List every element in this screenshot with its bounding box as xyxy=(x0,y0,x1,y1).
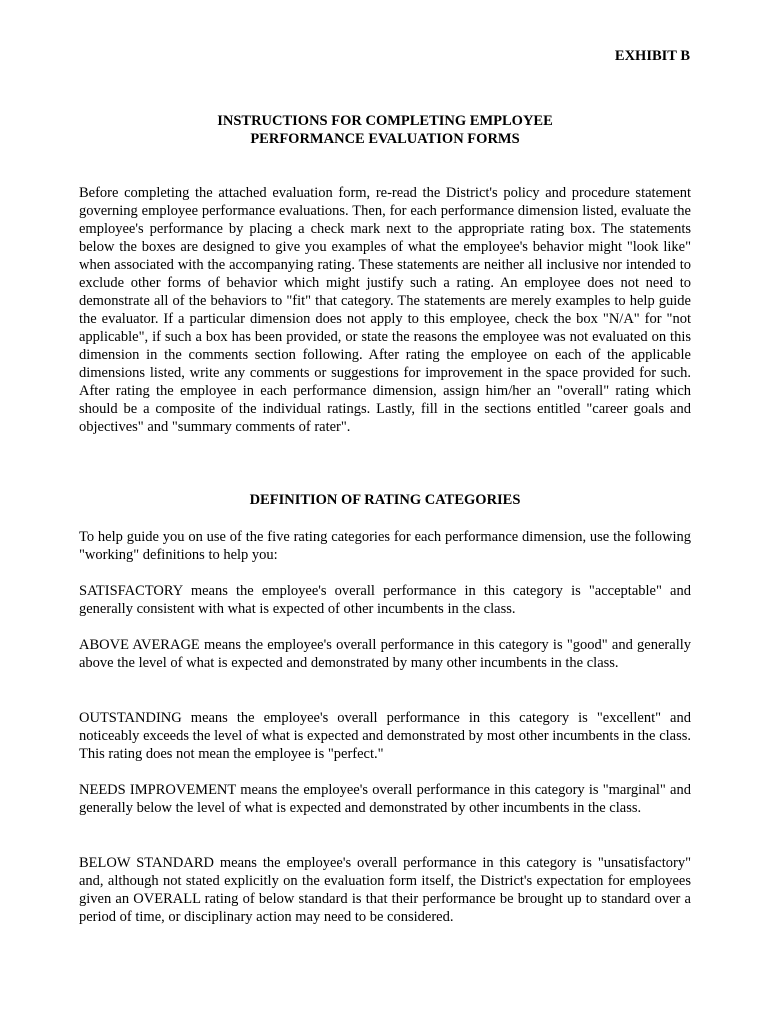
title-line-2: PERFORMANCE EVALUATION FORMS xyxy=(250,131,520,147)
exhibit-label: EXHIBIT B xyxy=(614,48,690,64)
definition-needs-improvement: NEEDS IMPROVEMENT means the employee's overall performance in this category is "marginal" and generally below the level of what is expected and demonstrated by other incumbents in the class. xyxy=(79,782,691,816)
definition-above-average: ABOVE AVERAGE means the employee's overall performance in this category is "good" and generally above the level of what is expected and demonstrated by many other incumbents in the class. xyxy=(79,637,691,671)
definition-below-standard: BELOW STANDARD means the employee's overall performance in this category is "unsatisfactory" and, although not stated explicitly on the evaluation form itself, the District's expectation for employees given an OVERALL rating of below standard is that their performance be brought up to standard over a period of time, or disciplinary action may need to be considered. xyxy=(79,855,691,925)
definitions-heading: DEFINITION OF RATING CATEGORIES xyxy=(249,492,521,508)
guide-paragraph: To help guide you on use of the five rating categories for each performance dimension, use the following "working" definitions to help you: xyxy=(79,529,691,563)
definition-satisfactory: SATISFACTORY means the employee's overall performance in this category is "acceptable" and generally consistent with what is expected of other incumbents in the class. xyxy=(79,583,691,617)
title-line-1: INSTRUCTIONS FOR COMPLETING EMPLOYEE xyxy=(217,113,553,129)
document-title xyxy=(79,112,691,148)
definition-outstanding: OUTSTANDING means the employee's overall performance in this category is "excellent" and noticeably exceeds the level of what is expected and demonstrated by most other incumbents in the class. This rating does not mean the employee is "perfect." xyxy=(79,710,691,762)
intro-paragraph: Before completing the attached evaluation form, re-read the District's policy and procedure statement governing employee performance evaluations. Then, for each performance dimension listed, evaluate the employee's performance by placing a check mark next to the appropriate rating box. The statements below the boxes are designed to give you examples of what the employee's behavior might "look like" when associated with the accompanying rating. These statements are neither all inclusive nor intended to exclude other forms of behavior which might justify such a rating. An employee does not need to demonstrate all of the behaviors to "fit" that category. The statements are merely examples to help guide the evaluator. If a particular dimension does not apply to this employee, check the box "N/A" for "not applicable", if such a box has been provided, or state the reasons the employee was not evaluated on this dimension in the comments section following. After rating the employee on each of the applicable dimensions listed, write any comments or suggestions for improvement in the space provided for such. After rating the employee in each performance dimension, assign him/her an "overall" rating which should be a composite of the individual ratings. Lastly, fill in the sections entitled "career goals and objectives" and "summary comments of rater". xyxy=(79,185,691,435)
